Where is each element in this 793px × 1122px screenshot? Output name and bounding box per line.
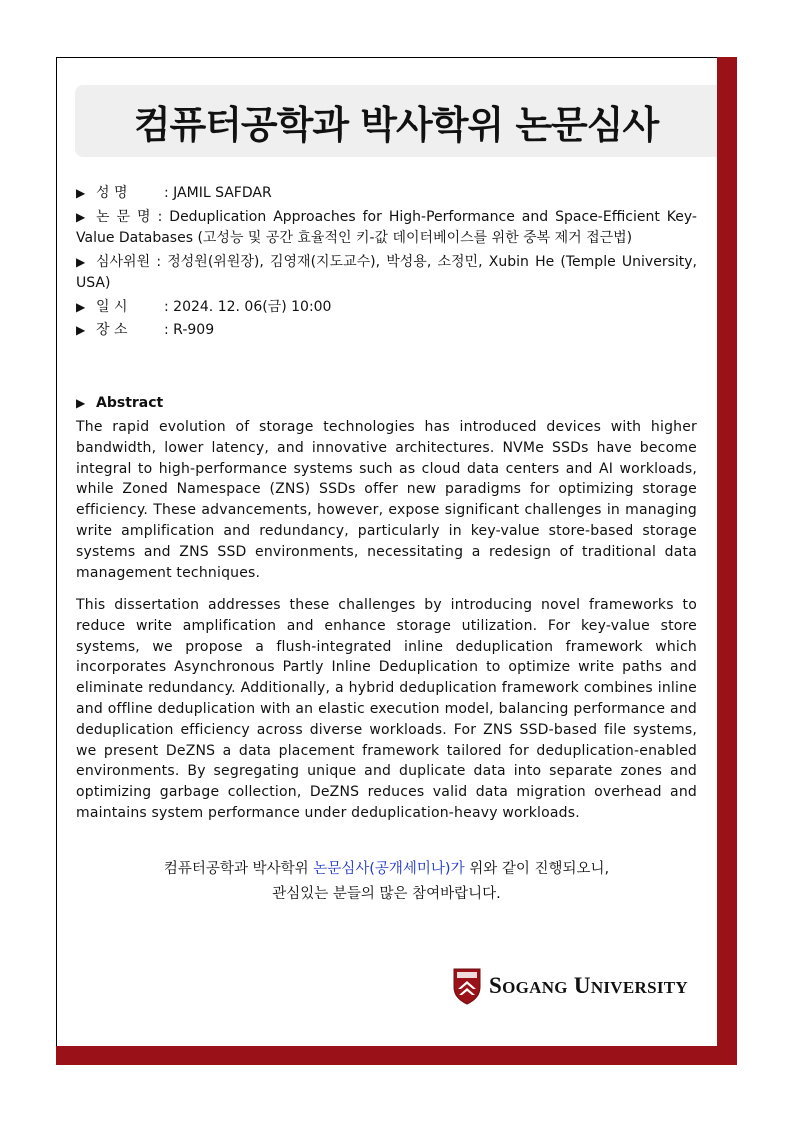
committee-block — [76, 252, 697, 295]
bottom-accent-bar — [56, 1046, 737, 1065]
page-title: 컴퓨터공학과 박사학위 논문심사 — [133, 102, 659, 147]
closing-highlight: 논문심사(공개세미나)가 — [313, 861, 465, 877]
triangle-bullet-icon: ▶ — [76, 396, 86, 410]
info-row-committee — [76, 252, 697, 295]
abstract-heading-text: Abstract — [96, 395, 164, 411]
committee-label: 심사위원 — [96, 253, 151, 270]
name-value: : JAMIL SAFDAR — [164, 185, 272, 201]
triangle-bullet-icon: ▶ — [76, 299, 86, 314]
info-row-place — [76, 320, 697, 342]
info-row-name — [76, 183, 697, 205]
date-value: : 2024. 12. 06(금) 10:00 — [164, 298, 332, 315]
thesis-block — [76, 207, 697, 250]
triangle-bullet-icon: ▶ — [76, 186, 86, 200]
place-label: 장 소 — [96, 322, 128, 338]
abstract-heading — [76, 395, 163, 411]
closing-text-pre: 컴퓨터공학과 박사학위 — [163, 861, 314, 877]
title-banner — [75, 85, 717, 157]
info-row-date — [76, 297, 697, 319]
university-name: SOGANG UNIVERSITY — [489, 973, 688, 998]
abstract-paragraph-1: The rapid evolution of storage technologies has introduced devices with higher bandwidth, lower latency, and innovative architectures. NVMe SSDs have become integral to high-performance systems such as cloud data centers and AI workloads, while Zoned Namespace (ZNS) SSDs offer new paradigms for optimizing storage efficiency. These advancements, however, expose significant challenges in managing write amplification and redundancy, particularly in key-value store-based storage systems and ZNS SSD environments, necessitating a redesign of traditional data management techniques. — [76, 419, 697, 581]
committee-value: : 정성원(위원장), 김영재(지도교수), 박성용, 소정민, Xubin He (Temple University, USA) — [76, 253, 697, 291]
thesis-label: 논 문 명 — [96, 208, 151, 225]
place-value: : R-909 — [164, 322, 215, 338]
closing-note — [76, 857, 697, 907]
closing-line-2: 관심있는 분들의 많은 참여바랍니다. — [272, 886, 501, 902]
sogang-logo — [453, 967, 688, 1005]
info-section — [76, 183, 697, 342]
info-row-thesis — [76, 207, 697, 250]
right-accent-bar — [717, 57, 737, 1065]
triangle-bullet-icon: ▶ — [76, 209, 86, 224]
abstract-paragraph-2: This dissertation addresses these challenges by introducing novel frameworks to reduce write amplification and enhance storage utilization. For key-value store systems, we propose a flush-integrated inline deduplication framework which incorporates Asynchronous Partly Inline Deduplication to optimize write paths and eliminate redundancy. Additionally, a hybrid deduplication framework combines inline and offline deduplication with an elastic execution model, balancing performance and deduplication efficiency across diverse workloads. For ZNS SSD-based file systems, we present DeZNS a data placement framework tailored for deduplication-enabled environments. By segregating unique and duplicate data into separate zones and optimizing garbage collection, DeZNS reduces valid data migration overhead and maintains system performance under deduplication-heavy workloads. — [76, 597, 697, 821]
sogang-shield-icon — [453, 967, 481, 1005]
date-label: 일 시 — [96, 298, 128, 315]
triangle-bullet-icon: ▶ — [76, 323, 86, 337]
thesis-value: : Deduplication Approaches for High-Performance and Space-Efficient Key-Value Databases (고성능 및 공간 효율적인 키-값 데이터베이스를 위한 중복 제거 접근법) — [76, 208, 697, 246]
closing-line-1 — [76, 857, 697, 882]
closing-text-post: 위와 같이 진행되오니, — [464, 861, 610, 877]
name-label: 성 명 — [96, 185, 128, 201]
triangle-bullet-icon: ▶ — [76, 254, 86, 269]
